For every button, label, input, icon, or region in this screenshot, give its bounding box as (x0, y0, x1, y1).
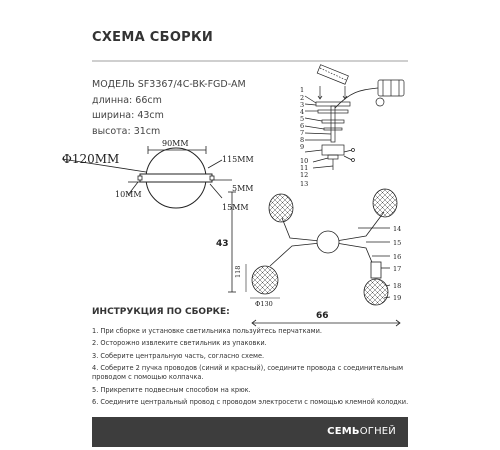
part-number: 10 (300, 157, 309, 165)
shade-top-left (269, 194, 293, 222)
part-number: 8 (300, 136, 305, 144)
part-number: 16 (393, 253, 402, 261)
dim-shade-diameter-label: Φ130 (255, 300, 273, 308)
instruction-item: 4. Соберите 2 пучка проводов (синий и красный), соедините провода с соединительным проводом с помощью колпачка. (92, 364, 404, 382)
shade-bottom-right (364, 279, 388, 305)
part-number: 9 (300, 143, 305, 151)
dim-5-label: 5MM (232, 184, 254, 193)
shade-top-right (373, 189, 397, 217)
instructions-title: ИНСТРУКЦИЯ ПО СБОРКЕ: (92, 307, 230, 317)
dim-diameter-label: Φ120MM (62, 152, 120, 166)
part-number: 17 (393, 265, 402, 273)
part-number: 7 (300, 129, 305, 137)
instruction-item: 5. Прикрепите подвесным способом на крюк. (92, 385, 251, 394)
part-number: 11 (300, 164, 309, 172)
dim-length-label: 66 (316, 311, 329, 321)
instruction-item: 3. Соберите центральную часть, согласно схеме. (92, 351, 265, 360)
dim-shade-height-label: 118 (234, 265, 242, 278)
part-number: 6 (300, 122, 305, 130)
part-number: 15 (393, 239, 402, 247)
shade-bottom-left (252, 266, 278, 294)
instruction-item: 2. Осторожно извлеките светильник из упаковки. (92, 339, 267, 348)
dim-15-label: 15MM (222, 203, 249, 212)
part-number: 19 (393, 294, 402, 302)
spec-height: высота: 31cm (92, 125, 161, 137)
brand-logo-light: ОГНЕЙ (359, 426, 396, 437)
brand-logo (327, 426, 396, 437)
instruction-item: 1. При сборке и установке светильника пользуйтесь перчатками. (92, 327, 322, 335)
brand-logo-bold: СЕМЬ (327, 426, 360, 437)
instruction-item: 6. Соедините центральный провод с проводом электросети с помощью клемной колодки. (92, 397, 409, 406)
dim-115-label: 115MM (222, 155, 254, 164)
part-number: 3 (300, 101, 305, 109)
spec-length: длинна: 66cm (92, 94, 162, 106)
dim-90-label: 90MM (162, 139, 189, 148)
spec-model: МОДЕЛЬ SF3367/4C-BK-FGD-AM (92, 79, 246, 90)
instructions-list (92, 327, 412, 410)
part-number: 14 (393, 225, 402, 233)
part-number: 12 (300, 171, 309, 179)
center-sphere (317, 231, 339, 253)
part-number: 5 (300, 115, 305, 123)
lamp-socket (371, 262, 381, 278)
dim-height-label: 43 (216, 239, 229, 249)
page-title: СХЕМА СБОРКИ (92, 30, 214, 45)
part-number: 18 (393, 282, 402, 290)
part-number: 4 (300, 108, 305, 116)
dim-10-label: 10MM (115, 190, 142, 199)
part-number: 13 (300, 180, 309, 188)
part-number: 2 (300, 94, 305, 102)
part-number: 1 (300, 86, 305, 94)
spec-width: ширина: 43cm (92, 110, 164, 121)
footer-bar (92, 417, 408, 447)
